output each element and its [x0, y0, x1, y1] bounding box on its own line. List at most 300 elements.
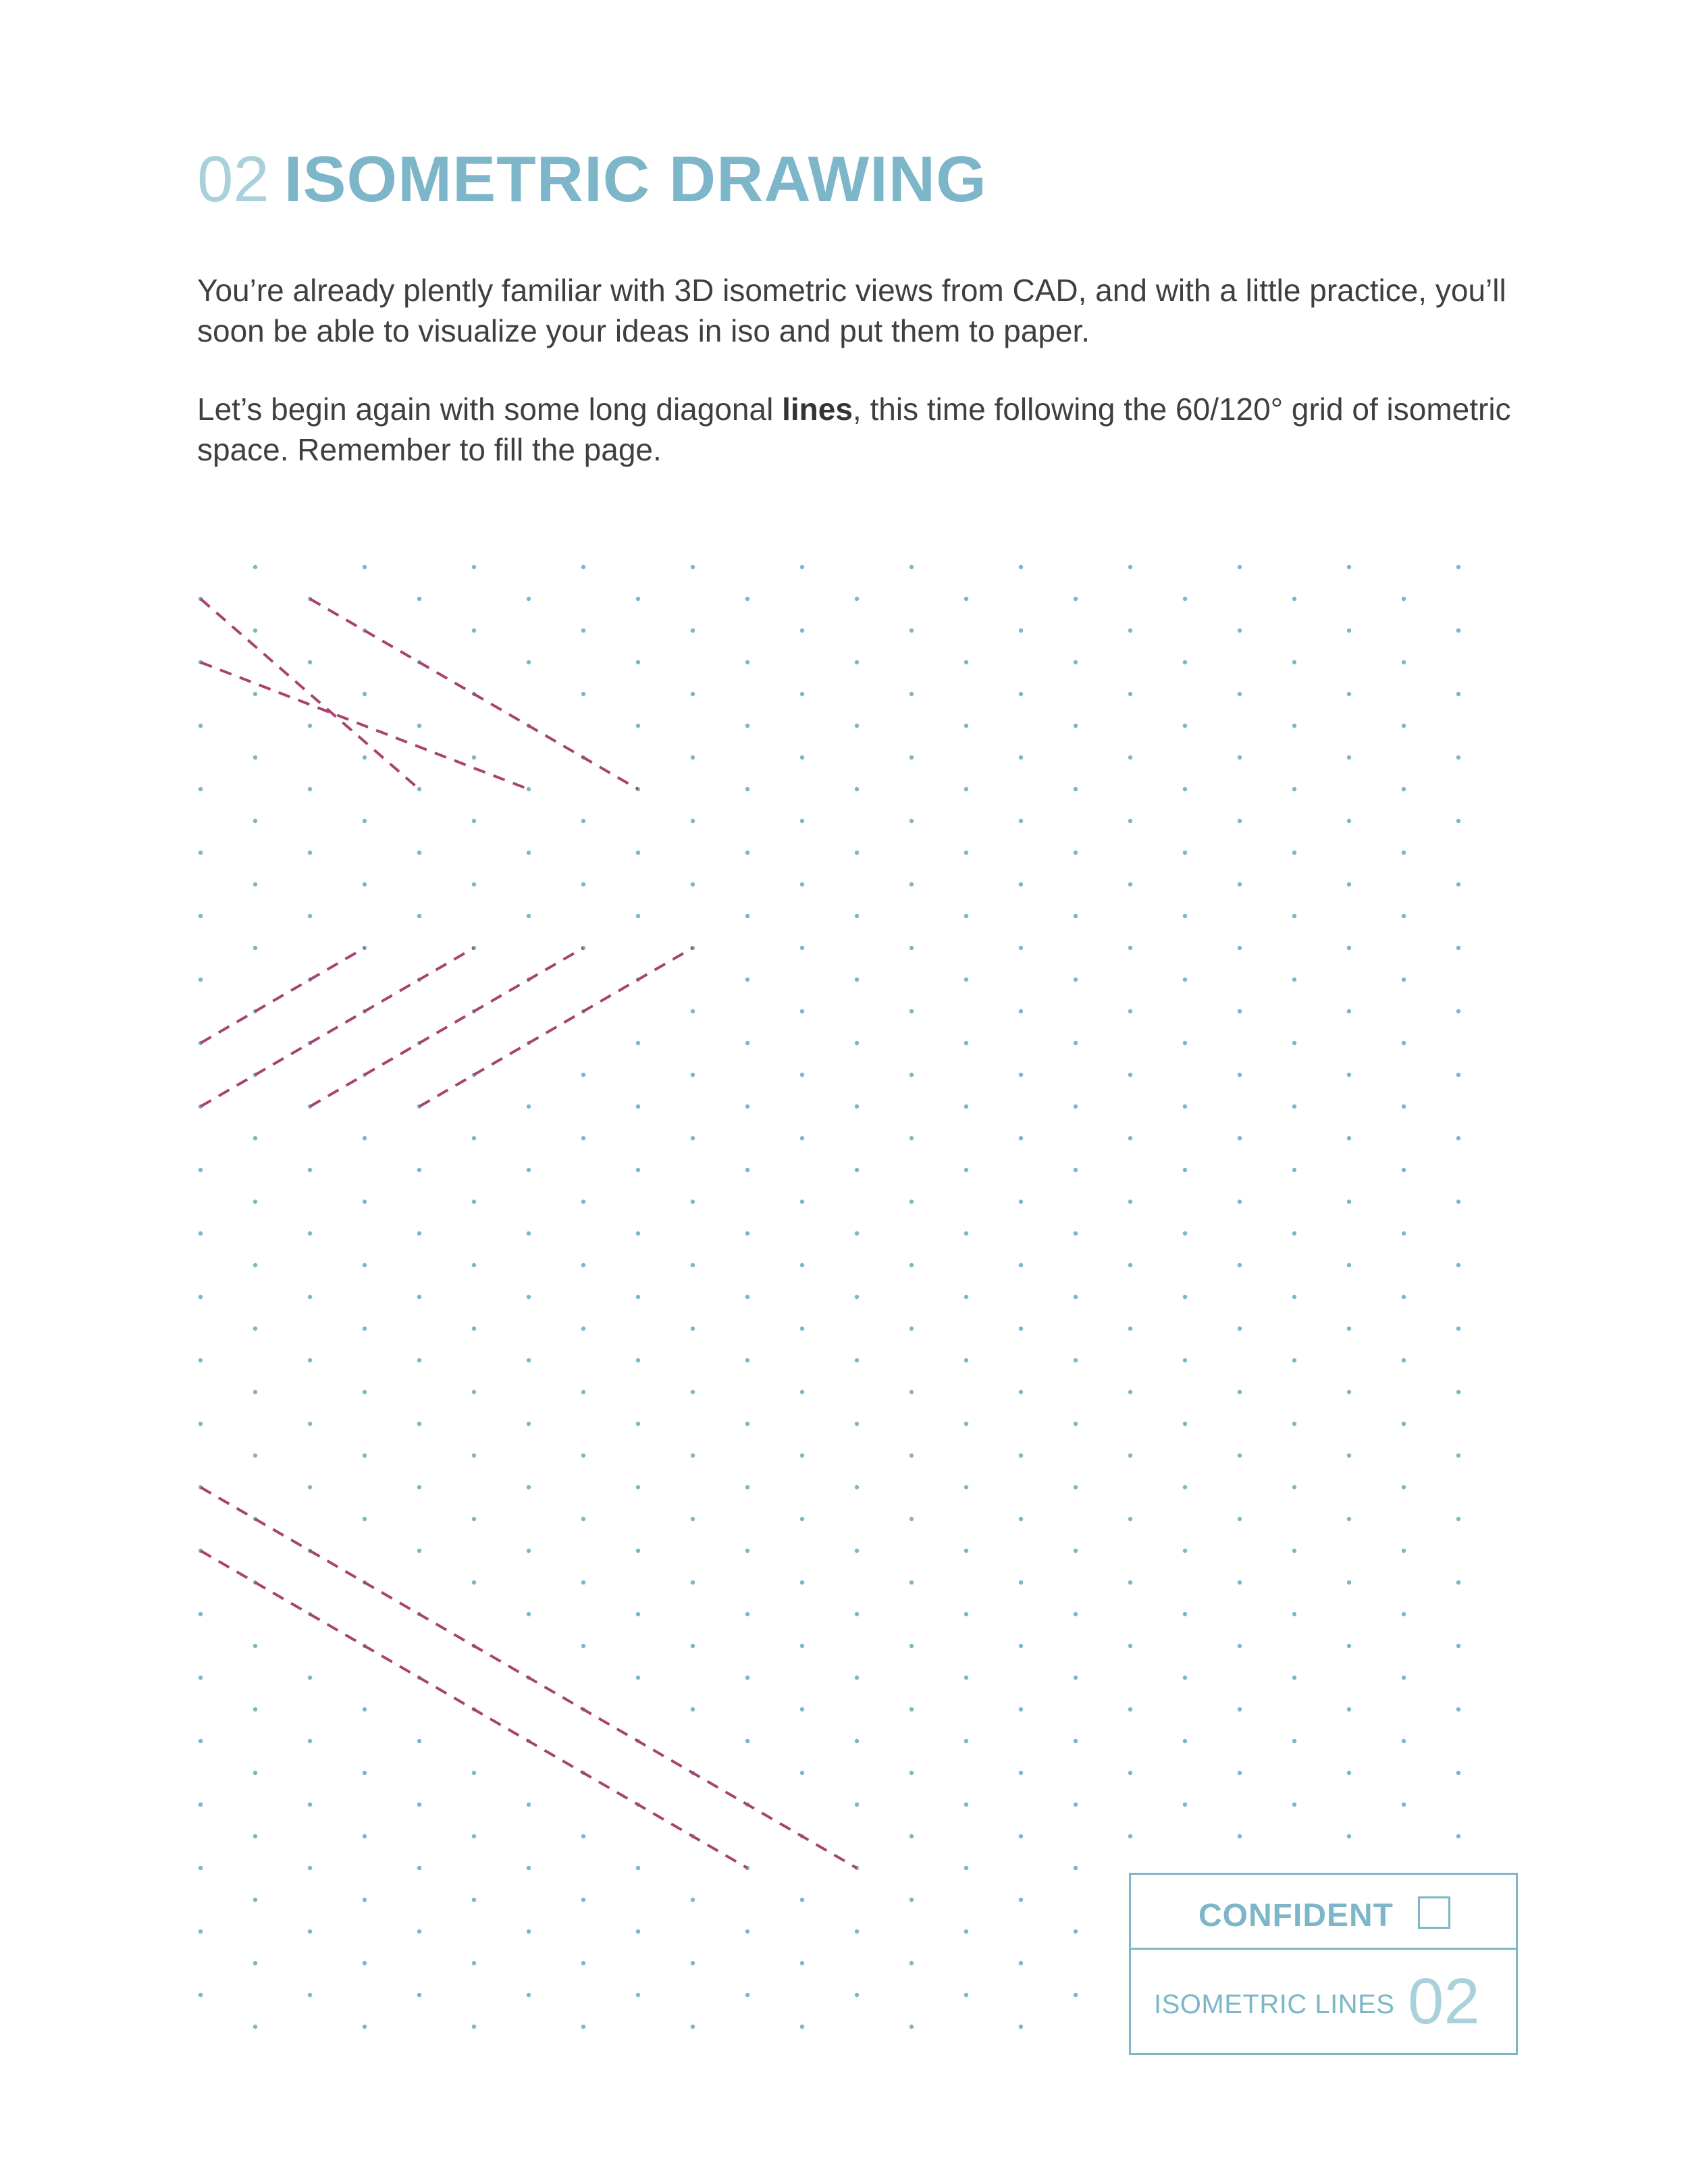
grid-dot	[800, 629, 804, 633]
grid-dot	[1074, 1929, 1078, 1934]
grid-dot	[636, 1549, 640, 1553]
grid-dot	[964, 851, 968, 855]
grid-dots	[199, 565, 1460, 2029]
grid-dot	[691, 1517, 695, 1521]
grid-dot	[1238, 882, 1242, 886]
dashed-guide-line	[310, 948, 583, 1107]
grid-dot	[1292, 724, 1296, 728]
grid-dot	[909, 1390, 914, 1394]
grid-dot	[1128, 1390, 1132, 1394]
grid-dot	[745, 1231, 749, 1235]
grid-dot	[1019, 1644, 1023, 1648]
grid-dot	[253, 692, 257, 696]
confident-checkbox[interactable]	[1418, 1896, 1450, 1929]
grid-dot	[417, 1549, 421, 1553]
grid-dot	[1074, 1612, 1078, 1616]
grid-dot	[691, 1390, 695, 1394]
grid-dot	[745, 1422, 749, 1426]
grid-dot	[964, 1612, 968, 1616]
grid-dot	[909, 1200, 914, 1204]
grid-dot	[964, 914, 968, 918]
grid-dot	[745, 1485, 749, 1489]
grid-dot	[308, 1485, 312, 1489]
grid-dot	[636, 1929, 640, 1934]
grid-dot	[581, 1390, 585, 1394]
grid-dot	[1292, 1104, 1296, 1109]
grid-dot	[581, 1834, 585, 1838]
grid-dot	[964, 1739, 968, 1743]
grid-dot	[745, 1549, 749, 1553]
grid-dot	[855, 660, 859, 664]
grid-dot	[199, 1803, 203, 1807]
grid-dot	[964, 1231, 968, 1235]
grid-dot	[253, 755, 257, 760]
grid-dot	[253, 819, 257, 823]
grid-dot	[199, 1739, 203, 1743]
grid-dot	[909, 1580, 914, 1584]
grid-dot	[308, 1295, 312, 1299]
grid-dot	[964, 1549, 968, 1553]
grid-dot	[417, 1929, 421, 1934]
grid-dot	[964, 787, 968, 791]
grid-dot	[909, 819, 914, 823]
grid-dot	[964, 724, 968, 728]
grid-dot	[909, 1517, 914, 1521]
grid-dot	[1238, 1644, 1242, 1648]
grid-dot	[1128, 819, 1132, 823]
grid-dot	[1292, 660, 1296, 664]
grid-dot	[636, 1041, 640, 1045]
grid-dot	[855, 851, 859, 855]
grid-dot	[909, 1961, 914, 1965]
grid-dot	[1347, 1327, 1351, 1331]
grid-dot	[1292, 1041, 1296, 1045]
grid-dot	[636, 1104, 640, 1109]
grid-dot	[1183, 1739, 1187, 1743]
grid-dot	[1402, 851, 1406, 855]
grid-dot	[1074, 724, 1078, 728]
grid-dot	[308, 1803, 312, 1807]
grid-dot	[1347, 1454, 1351, 1458]
grid-dot	[472, 1898, 476, 1902]
grid-dot	[1292, 1422, 1296, 1426]
grid-dot	[1183, 1041, 1187, 1045]
grid-dot	[472, 819, 476, 823]
grid-dot	[308, 1993, 312, 1997]
grid-dot	[1456, 1771, 1460, 1775]
grid-dot	[909, 565, 914, 569]
grid-dot	[855, 1739, 859, 1743]
grid-dot	[1128, 1834, 1132, 1838]
grid-dot	[855, 1676, 859, 1680]
paragraph-2-text-after: , this time following the 60/120° grid of isometric space. Remember to fill the page.	[197, 392, 1511, 467]
grid-dot	[800, 1454, 804, 1458]
grid-dot	[636, 1485, 640, 1489]
grid-dot	[1128, 1327, 1132, 1331]
grid-dot	[253, 1390, 257, 1394]
grid-dot	[964, 1866, 968, 1870]
grid-dot	[1402, 1803, 1406, 1807]
grid-dot	[691, 1961, 695, 1965]
grid-dot	[472, 629, 476, 633]
grid-dot	[1347, 882, 1351, 886]
grid-dot	[800, 1898, 804, 1902]
grid-dot	[1456, 1644, 1460, 1648]
grid-dot	[1292, 1549, 1296, 1553]
grid-dot	[1402, 1422, 1406, 1426]
grid-dot	[581, 1580, 585, 1584]
grid-dot	[199, 787, 203, 791]
grid-dot	[253, 1834, 257, 1838]
grid-dot	[909, 1454, 914, 1458]
grid-dot	[308, 724, 312, 728]
dashed-guide-line	[201, 948, 474, 1107]
grid-dot	[1074, 978, 1078, 982]
grid-dot	[527, 1993, 531, 1997]
grid-dot	[581, 1644, 585, 1648]
grid-dot	[363, 1136, 367, 1140]
grid-dot	[1128, 1517, 1132, 1521]
guide-lines	[201, 599, 857, 2184]
grid-dot	[1347, 1517, 1351, 1521]
grid-dot	[1238, 1390, 1242, 1394]
grid-dot	[691, 1200, 695, 1204]
grid-dot	[472, 1771, 476, 1775]
grid-dot	[1456, 629, 1460, 633]
grid-dot	[1347, 1073, 1351, 1077]
grid-dot	[909, 755, 914, 760]
grid-dot	[1402, 597, 1406, 601]
grid-dot	[417, 851, 421, 855]
grid-dot	[1292, 1676, 1296, 1680]
grid-dot	[800, 1263, 804, 1267]
grid-dot	[1347, 946, 1351, 950]
grid-dot	[855, 1803, 859, 1807]
grid-dot	[527, 1295, 531, 1299]
grid-dot	[691, 882, 695, 886]
grid-dot	[1292, 1612, 1296, 1616]
grid-dot	[527, 1485, 531, 1489]
grid-dot	[636, 851, 640, 855]
grid-dot	[1347, 755, 1351, 760]
grid-dot	[855, 1612, 859, 1616]
grid-dot	[1456, 882, 1460, 886]
grid-dot	[253, 565, 257, 569]
grid-dot	[253, 1327, 257, 1331]
grid-dot	[417, 1739, 421, 1743]
grid-dot	[964, 978, 968, 982]
grid-dot	[1019, 946, 1023, 950]
grid-dot	[417, 1485, 421, 1489]
grid-dot	[800, 946, 804, 950]
grid-dot	[1238, 1771, 1242, 1775]
grid-dot	[581, 1200, 585, 1204]
grid-dot	[1019, 819, 1023, 823]
grid-dot	[964, 660, 968, 664]
grid-dot	[800, 1390, 804, 1394]
grid-dot	[964, 1929, 968, 1934]
grid-dot	[745, 1929, 749, 1934]
grid-dot	[909, 692, 914, 696]
grid-dot	[199, 1993, 203, 1997]
grid-dot	[1456, 692, 1460, 696]
grid-dot	[964, 1422, 968, 1426]
grid-dot	[253, 1898, 257, 1902]
grid-dot	[1128, 1771, 1132, 1775]
grid-dot	[1292, 914, 1296, 918]
grid-dot	[691, 692, 695, 696]
grid-dot	[1019, 1136, 1023, 1140]
grid-dot	[1456, 1707, 1460, 1711]
grid-dot	[636, 724, 640, 728]
grid-dot	[745, 1295, 749, 1299]
grid-dot	[855, 978, 859, 982]
dashed-guide-line	[201, 662, 529, 789]
grid-dot	[1402, 1358, 1406, 1362]
grid-dot	[800, 565, 804, 569]
dashed-guide-line	[201, 1487, 857, 1868]
grid-dot	[636, 1295, 640, 1299]
grid-dot	[1183, 660, 1187, 664]
grid-dot	[581, 692, 585, 696]
grid-dot	[1183, 851, 1187, 855]
title-number: 02	[197, 143, 269, 215]
grid-dot	[1074, 1803, 1078, 1807]
grid-dot	[253, 1644, 257, 1648]
grid-dot	[636, 597, 640, 601]
grid-dot	[909, 882, 914, 886]
grid-dot	[1456, 1580, 1460, 1584]
grid-dot	[199, 1422, 203, 1426]
intro-paragraph-1: You’re already plently familiar with 3D isometric views from CAD, and with a little practice, you’ll soon be able to visualize your ideas in iso and put them to paper.	[197, 273, 1506, 348]
grid-dot	[1183, 1676, 1187, 1680]
grid-dot	[1402, 1231, 1406, 1235]
grid-dot	[472, 882, 476, 886]
grid-dot	[1238, 946, 1242, 950]
grid-dot	[527, 1358, 531, 1362]
grid-dot	[1019, 1898, 1023, 1902]
grid-dot	[1183, 1612, 1187, 1616]
grid-dot	[1292, 1358, 1296, 1362]
grid-dot	[527, 660, 531, 664]
grid-dot	[1074, 1676, 1078, 1680]
grid-dot	[800, 692, 804, 696]
grid-dot	[800, 1009, 804, 1013]
grid-dot	[1402, 1612, 1406, 1616]
grid-dot	[1456, 1517, 1460, 1521]
grid-dot	[253, 2025, 257, 2029]
grid-dot	[417, 724, 421, 728]
grid-dot	[1019, 1580, 1023, 1584]
grid-dot	[1238, 1263, 1242, 1267]
grid-dot	[855, 1485, 859, 1489]
grid-dot	[308, 1739, 312, 1743]
grid-dot	[1402, 1041, 1406, 1045]
grid-dot	[1456, 1390, 1460, 1394]
grid-dot	[253, 1454, 257, 1458]
grid-dot	[472, 1200, 476, 1204]
grid-dot	[1128, 755, 1132, 760]
grid-dot	[363, 819, 367, 823]
grid-dot	[1019, 2025, 1023, 2029]
grid-dot	[855, 1104, 859, 1109]
grid-dot	[417, 1295, 421, 1299]
grid-dot	[1074, 1358, 1078, 1362]
grid-dot	[253, 882, 257, 886]
grid-dot	[527, 597, 531, 601]
dashed-guide-line	[201, 948, 365, 1043]
grid-dot	[253, 1263, 257, 1267]
grid-dot	[1347, 1834, 1351, 1838]
dashed-guide-line	[201, 1551, 747, 1868]
grid-dot	[581, 1961, 585, 1965]
grid-dot	[909, 1009, 914, 1013]
grid-dot	[472, 755, 476, 760]
grid-dot	[308, 1358, 312, 1362]
grid-dot	[199, 914, 203, 918]
grid-dot	[964, 1358, 968, 1362]
grid-dot	[909, 1327, 914, 1331]
grid-dot	[472, 1390, 476, 1394]
grid-dot	[1238, 1009, 1242, 1013]
grid-dot	[472, 565, 476, 569]
grid-dot	[855, 1929, 859, 1934]
grid-dot	[691, 1580, 695, 1584]
grid-dot	[1402, 1104, 1406, 1109]
grid-dot	[1183, 978, 1187, 982]
grid-dot	[581, 1073, 585, 1077]
grid-dot	[363, 882, 367, 886]
grid-dot	[308, 787, 312, 791]
grid-dot	[1019, 882, 1023, 886]
grid-dot	[909, 1136, 914, 1140]
grid-dot	[691, 1644, 695, 1648]
grid-dot	[472, 1263, 476, 1267]
grid-dot	[1402, 1739, 1406, 1743]
grid-dot	[472, 1327, 476, 1331]
grid-dot	[909, 629, 914, 633]
grid-dot	[691, 1009, 695, 1013]
grid-dot	[199, 1676, 203, 1680]
grid-dot	[199, 1168, 203, 1172]
grid-dot	[1074, 1549, 1078, 1553]
grid-dot	[909, 1263, 914, 1267]
grid-dot	[855, 787, 859, 791]
grid-dot	[691, 2025, 695, 2029]
grid-dot	[308, 1168, 312, 1172]
grid-dot	[691, 755, 695, 760]
grid-dot	[745, 660, 749, 664]
grid-dot	[1292, 1168, 1296, 1172]
grid-dot	[800, 755, 804, 760]
grid-dot	[1019, 1263, 1023, 1267]
grid-dot	[1128, 692, 1132, 696]
grid-dot	[1292, 1295, 1296, 1299]
grid-dot	[417, 914, 421, 918]
grid-dot	[1128, 1263, 1132, 1267]
grid-dot	[581, 1517, 585, 1521]
grid-dot	[1074, 1866, 1078, 1870]
grid-dot	[800, 1136, 804, 1140]
grid-dot	[199, 1358, 203, 1362]
grid-dot	[581, 1898, 585, 1902]
grid-dot	[1402, 660, 1406, 664]
grid-dot	[855, 1422, 859, 1426]
grid-dot	[1128, 629, 1132, 633]
grid-dot	[964, 1041, 968, 1045]
grid-dot	[691, 819, 695, 823]
grid-dot	[1292, 1739, 1296, 1743]
grid-dot	[527, 1929, 531, 1934]
grid-dot	[964, 1485, 968, 1489]
grid-dot	[909, 1707, 914, 1711]
grid-dot	[1019, 1771, 1023, 1775]
grid-dot	[909, 1834, 914, 1838]
grid-dot	[363, 565, 367, 569]
grid-dot	[1292, 978, 1296, 982]
grid-dot	[1238, 1707, 1242, 1711]
grid-dot	[308, 1422, 312, 1426]
grid-dot	[964, 1295, 968, 1299]
grid-dot	[417, 1803, 421, 1807]
grid-dot	[745, 1676, 749, 1680]
grid-dot	[472, 1580, 476, 1584]
grid-dot	[745, 978, 749, 982]
grid-dot	[636, 1168, 640, 1172]
grid-dot	[1128, 1644, 1132, 1648]
grid-dot	[909, 2025, 914, 2029]
section-number: 02	[1408, 1965, 1480, 2037]
grid-dot	[1183, 1549, 1187, 1553]
grid-dot	[1238, 819, 1242, 823]
grid-dot	[800, 1073, 804, 1077]
grid-dot	[1456, 1136, 1460, 1140]
grid-dot	[855, 1295, 859, 1299]
grid-dot	[1347, 1136, 1351, 1140]
grid-dot	[855, 597, 859, 601]
grid-dot	[1128, 1136, 1132, 1140]
grid-dot	[363, 692, 367, 696]
grid-dot	[527, 1231, 531, 1235]
grid-dot	[1019, 1517, 1023, 1521]
grid-dot	[199, 1295, 203, 1299]
grid-dot	[1238, 1200, 1242, 1204]
grid-dot	[253, 629, 257, 633]
grid-dot	[800, 1961, 804, 1965]
paragraph-2-bold-lines: lines	[782, 392, 853, 427]
grid-dot	[1019, 755, 1023, 760]
grid-dot	[745, 914, 749, 918]
grid-dot	[1456, 1009, 1460, 1013]
grid-dot	[1128, 1580, 1132, 1584]
grid-dot	[1347, 1644, 1351, 1648]
confidence-row	[1131, 1875, 1516, 1950]
grid-dot	[636, 914, 640, 918]
grid-dot	[1019, 1707, 1023, 1711]
grid-dot	[1238, 1517, 1242, 1521]
grid-dot	[1183, 914, 1187, 918]
grid-dot	[1074, 914, 1078, 918]
grid-dot	[636, 1422, 640, 1426]
grid-dot	[1074, 1993, 1078, 1997]
grid-dot	[1074, 787, 1078, 791]
grid-dot	[472, 1517, 476, 1521]
grid-dot	[1402, 978, 1406, 982]
confident-label: CONFIDENT	[1198, 1898, 1394, 1934]
grid-dot	[199, 1612, 203, 1616]
grid-dot	[417, 1168, 421, 1172]
grid-dot	[855, 1358, 859, 1362]
